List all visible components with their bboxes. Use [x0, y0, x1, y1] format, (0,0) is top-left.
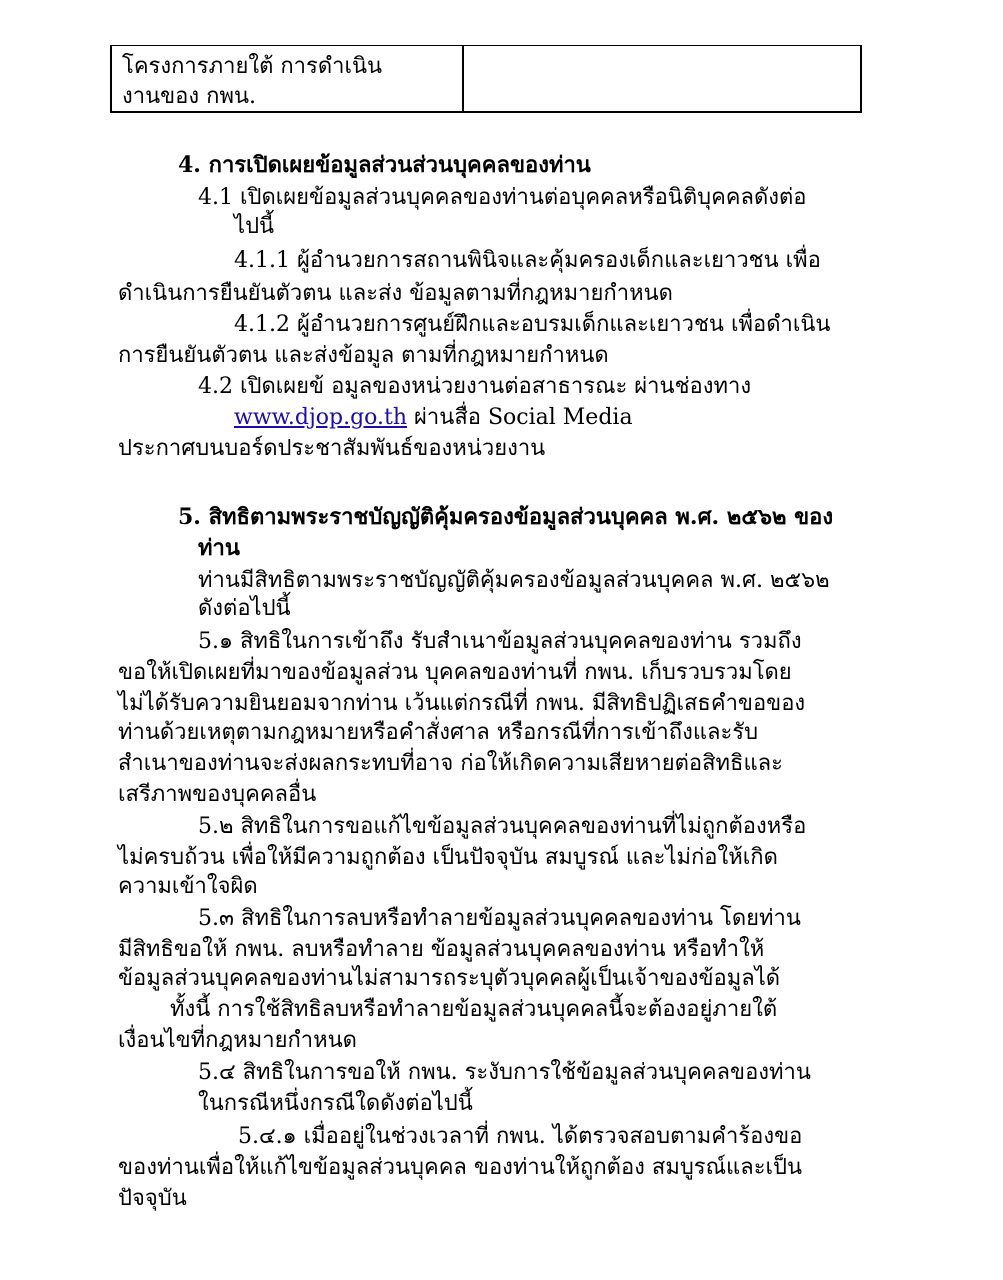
section-5-2-line: ความเข้าใจผิด	[118, 874, 258, 899]
section-4-1-1-line: 4.1.1 ผู้อำนวยการสถานพินิจและคุ้มครองเด็กและเยาวชน เพื่อ	[234, 248, 821, 273]
social-media-text: ผ่านสื่อ Social Media	[407, 405, 633, 430]
section-5-4-1-line: ปัจจุบัน	[118, 1186, 187, 1211]
section-5-1-line: สำเนาของท่านจะส่งผลกระทบที่อาจ ก่อให้เกิดความเสียหายต่อสิทธิและ	[118, 751, 783, 776]
section-5-1-line: ขอให้เปิดเผยที่มาของข้อมูลส่วน บุคคลของท่านที่ กพน. เก็บรวบรวมโดย	[118, 660, 792, 685]
section-4-heading: 4. การเปิดเผยข้อมูลส่วนส่วนบุคคลของท่าน	[178, 152, 591, 178]
section-5-3-line: ข้อมูลส่วนบุคคลของท่านไม่สามารถระบุตัวบุคคลผู้เป็นเจ้าของข้อมูลได้	[118, 966, 781, 991]
section-5-4-1-line: ของท่านเพื่อให้แก้ไขข้อมูลส่วนบุคคล ของท่านให้ถูกต้อง สมบูรณ์และเป็น	[118, 1155, 803, 1180]
section-4-1-2-line: 4.1.2 ผู้อำนวยการศูนย์ฝึกและอบรมเด็กและเยาวชน เพื่อดำเนิน	[234, 312, 831, 337]
section-5-1-line: 5.๑ สิทธิในการเข้าถึง รับสำเนาข้อมูลส่วนบุคคลของท่าน รวมถึง	[198, 629, 802, 654]
table-cell-line: งานของ กพน.	[122, 84, 256, 109]
section-5-intro: ดังต่อไปนี้	[198, 596, 291, 621]
section-5-3-line: ทั้งนี้ การใช้สิทธิลบหรือทำลายข้อมูลส่วนบุคคลนี้จะต้องอยู่ภายใต้	[170, 997, 778, 1022]
section-5-3-line: มีสิทธิขอให้ กพน. ลบหรือทำลาย ข้อมูลส่วนบุคคลของท่าน หรือทำให้	[118, 937, 765, 962]
project-table	[110, 45, 862, 113]
section-5-1-line: เสรีภาพของบุคคลอื่น	[118, 782, 317, 807]
section-5-4-line: 5.๔ สิทธิในการขอให้ กพน. ระงับการใช้ข้อมูลส่วนบุคคลของท่าน	[198, 1060, 811, 1085]
section-5-3-line: เงื่อนไขที่กฎหมายกำหนด	[118, 1028, 357, 1053]
section-5-4-1-line: 5.๔.๑ เมื่ออยู่ในช่วงเวลาที่ กพน. ได้ตรวจสอบตามคำร้องขอ	[238, 1124, 803, 1149]
section-4-2-line: 4.2 เปิดเผยข้ อมูลของหน่วยงานต่อสาธารณะ ผ่านช่องทาง	[198, 374, 752, 399]
section-4-1-line: ไปนี้	[234, 214, 275, 239]
djop-website-link[interactable]: www.djop.go.th	[234, 405, 408, 430]
section-4-1-1-line: ดำเนินการยืนยันตัวตน และส่ง ข้อมูลตามที่กฎหมายกำหนด	[118, 281, 673, 306]
section-5-heading: 5. สิทธิตามพระราชบัญญัติคุ้มครองข้อมูลส่วนบุคคล พ.ศ. ๒๕๖๒ ของ	[178, 504, 834, 530]
table-cell-line: โครงการภายใต้ การดำเนิน	[122, 54, 383, 79]
section-5-2-line: ไม่ครบถ้วน เพื่อให้มีความถูกต้อง เป็นปัจจุบัน สมบูรณ์ และไม่ก่อให้เกิด	[118, 845, 778, 870]
section-5-intro: ท่านมีสิทธิตามพระราชบัญญัติคุ้มครองข้อมูลส่วนบุคคล พ.ศ. ๒๕๖๒	[198, 568, 830, 593]
section-5-2-line: 5.๒ สิทธิในการขอแก้ไขข้อมูลส่วนบุคคลของท่านที่ไม่ถูกต้องหรือ	[198, 814, 807, 839]
section-4-2-board-line: ประกาศบนบอร์ดประชาสัมพันธ์ของหน่วยงาน	[118, 436, 546, 461]
table-cell-left	[122, 52, 457, 112]
section-5-heading-cont: ท่าน	[198, 535, 240, 561]
section-4-1-2-line: การยืนยันตัวตน และส่งข้อมูล ตามที่กฎหมายกำหนด	[118, 343, 609, 368]
section-5-3-line: 5.๓ สิทธิในการลบหรือทำลายข้อมูลส่วนบุคคลของท่าน โดยท่าน	[198, 906, 801, 931]
table-column-divider	[462, 46, 464, 111]
section-5-4-line: ในกรณีหนึ่งกรณีใดดังต่อไปนี้	[198, 1091, 473, 1116]
section-5-1-line: ไม่ได้รับความยินยอมจากท่าน เว้นแต่กรณีที่ กพน. มีสิทธิปฏิเสธคำขอของ	[118, 691, 806, 716]
section-5-1-line: ท่านด้วยเหตุตามกฎหมายหรือคำสั่งศาล หรือกรณีที่การเข้าถึงและรับ	[118, 720, 759, 745]
section-4-2-channel-line	[234, 403, 633, 433]
section-4-1-line: 4.1 เปิดเผยข้อมูลส่วนบุคคลของท่านต่อบุคคลหรือนิติบุคคลดังต่อ	[198, 185, 807, 210]
